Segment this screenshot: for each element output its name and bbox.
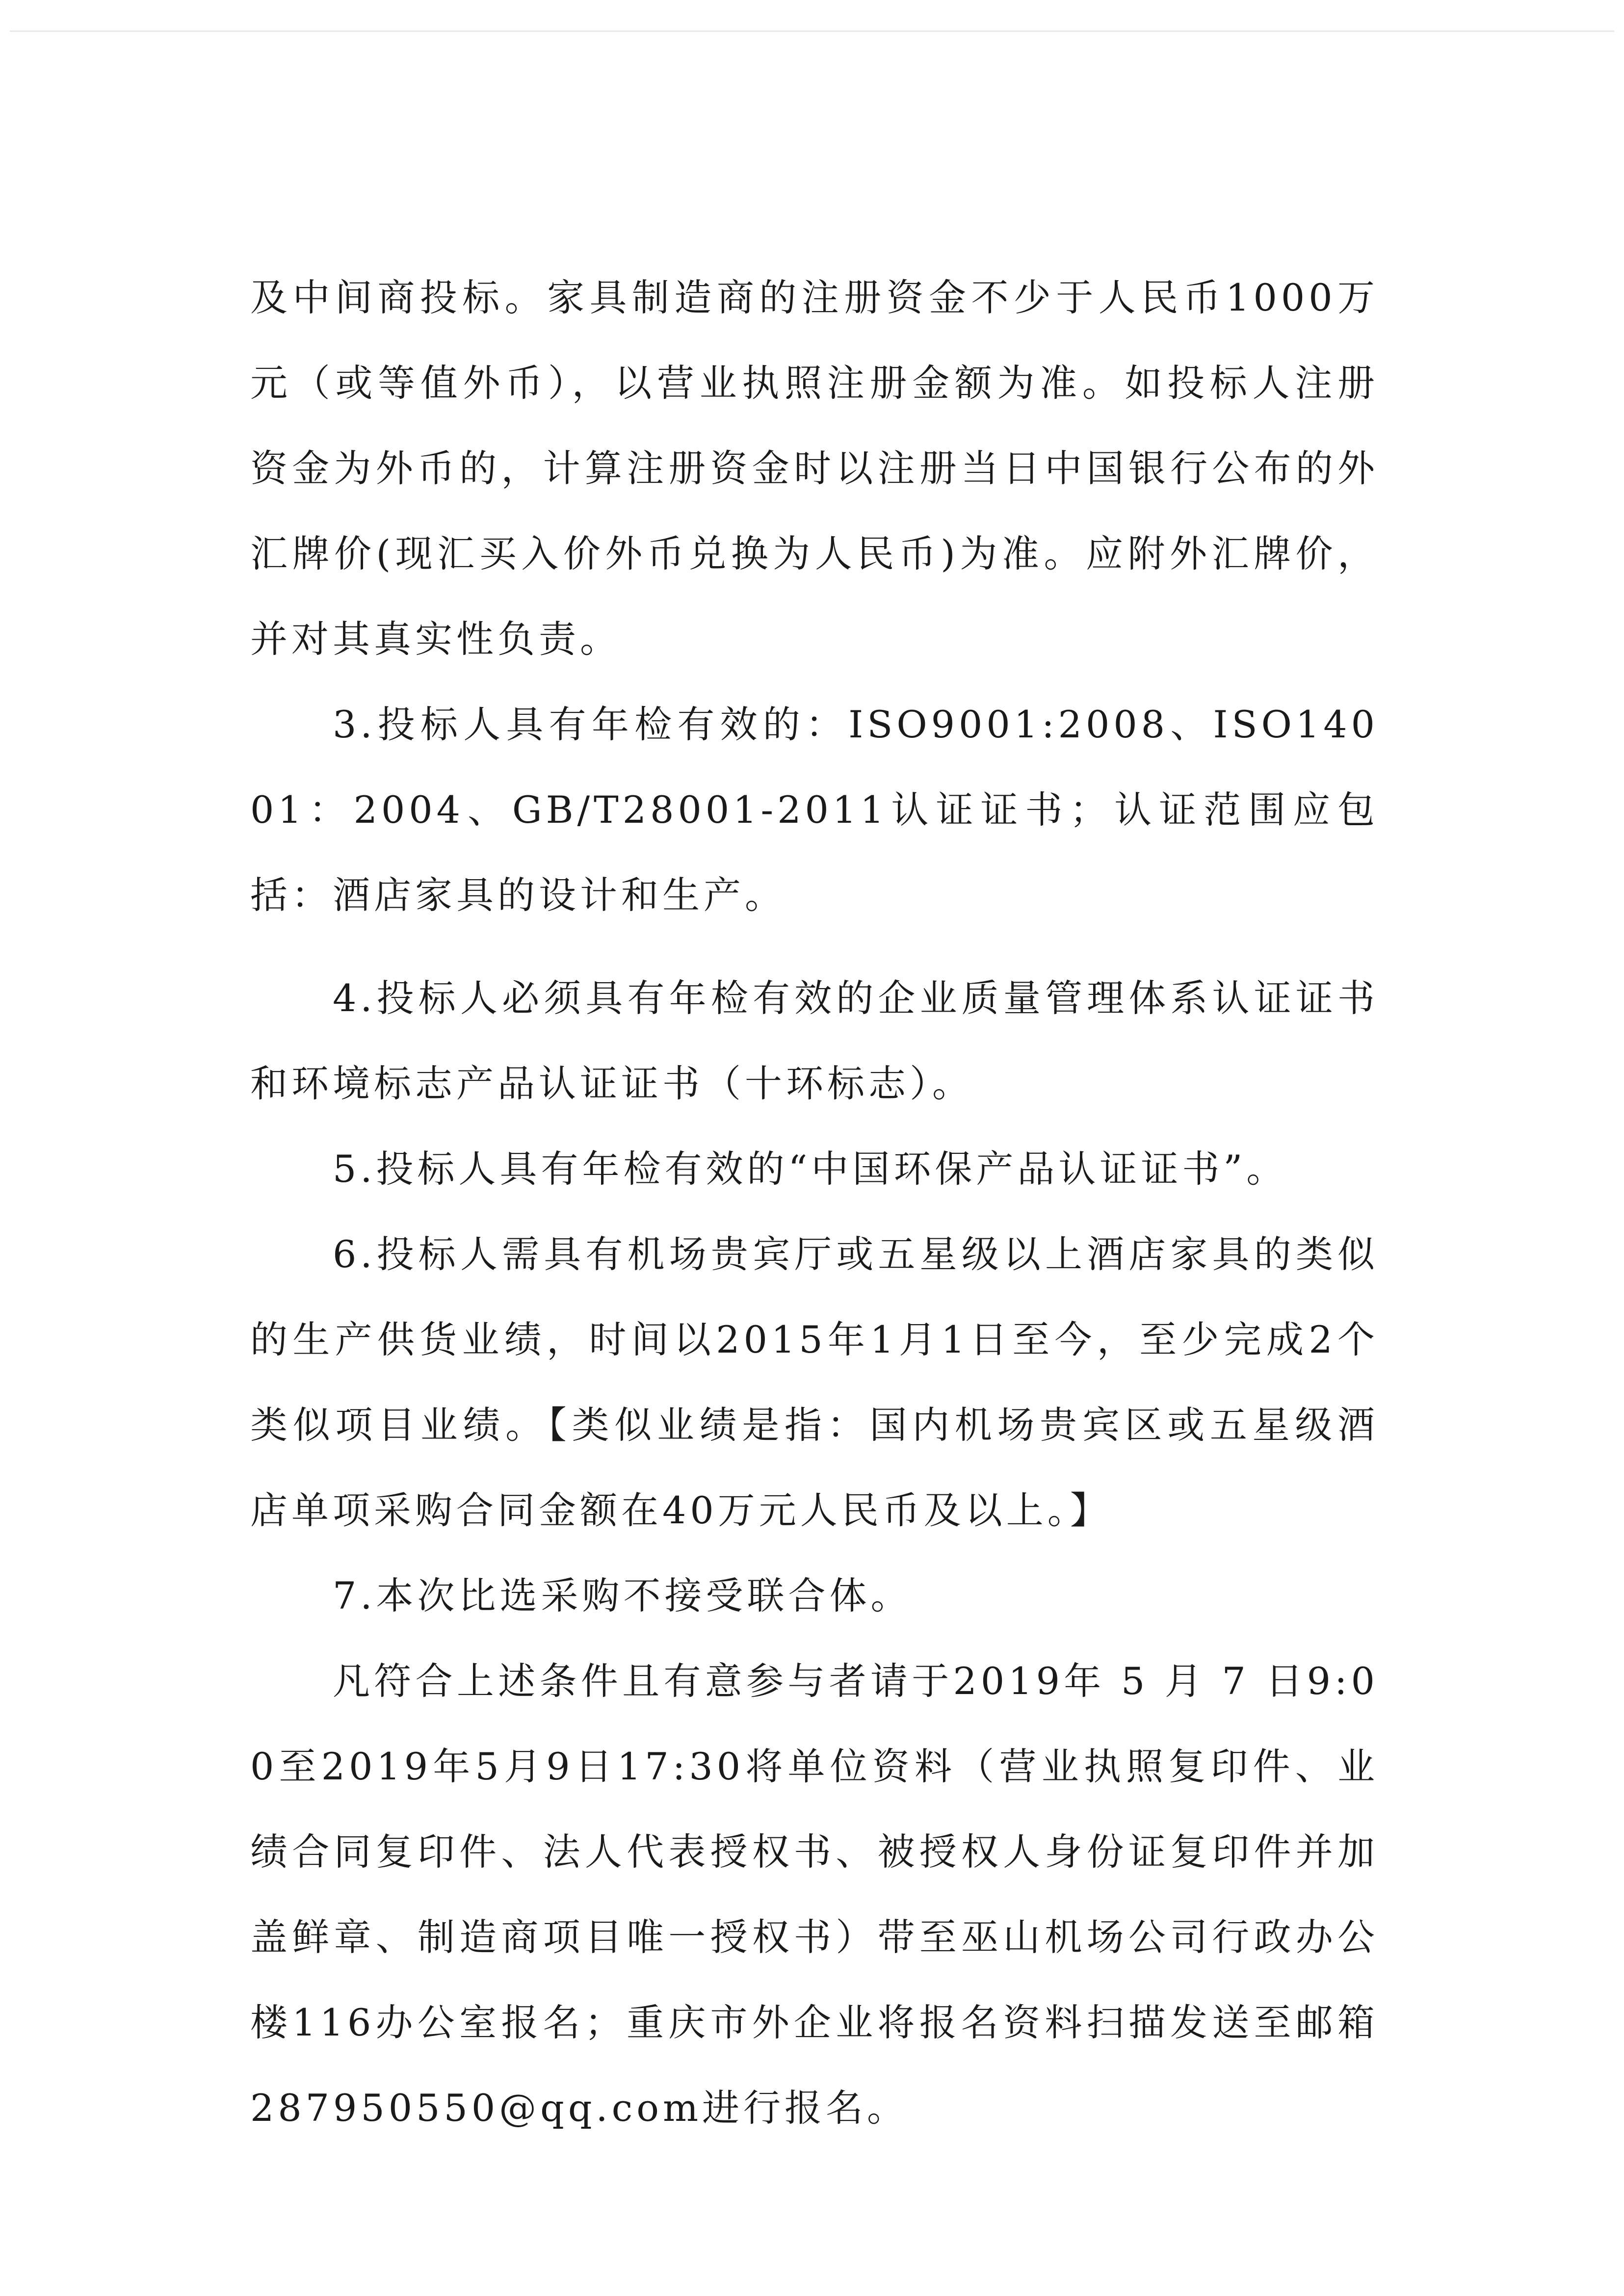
document-body — [250, 255, 1379, 2151]
paragraph-item-4-quality-certificates: 4.投标人必须具有年检有效的企业质量管理体系认证证书和环境标志产品认证证书（十环标志）。 — [250, 976, 1379, 1105]
paragraph-item-7-no-consortium: 7.本次比选采购不接受联合体。 — [333, 1574, 912, 1618]
paragraph-registered-capital: 及中间商投标。家具制造商的注册资金不少于人民币1000万元（或等值外币），以营业执照注册金额为准。如投标人注册资金为外币的，计算注册资金时以注册当日中国银行公布的外汇牌价(现汇买入价外币兑换为人民币)为准。应附外汇牌价，并对其真实性负责。 — [250, 276, 1379, 661]
page-top-rule — [10, 30, 1614, 32]
paragraph-item-5-environmental-certificate: 5.投标人具有年检有效的“中国环保产品认证证书”。 — [333, 1147, 1288, 1191]
paragraph-item-3-iso-certificates: 3.投标人具有年检有效的：ISO9001:2008、ISO14001：2004、GB/T28001-2011认证证书；认证范围应包括：酒店家具的设计和生产。 — [250, 703, 1379, 917]
paragraph-registration-instructions: 凡符合上述条件且有意参与者请于2019年 5 月 7 日9:00至2019年5月9日17:30将单位资料（营业执照复印件、业绩合同复印件、法人代表授权书、被授权人身份证复印件并加盖鲜章、制造商项目唯一授权书）带至巫山机场公司行政办公楼116办公室报名；重庆市外企业将报名资料扫描发送至邮箱287950550@qq.com进行报名。 — [250, 1659, 1379, 2130]
paragraph-item-6-performance: 6.投标人需具有机场贵宾厅或五星级以上酒店家具的类似的生产供货业绩，时间以2015年1月1日至今，至少完成2个类似项目业绩。【类似业绩是指：国内机场贵宾区或五星级酒店单项采购合同金额在40万元人民币及以上。】 — [250, 1232, 1379, 1532]
